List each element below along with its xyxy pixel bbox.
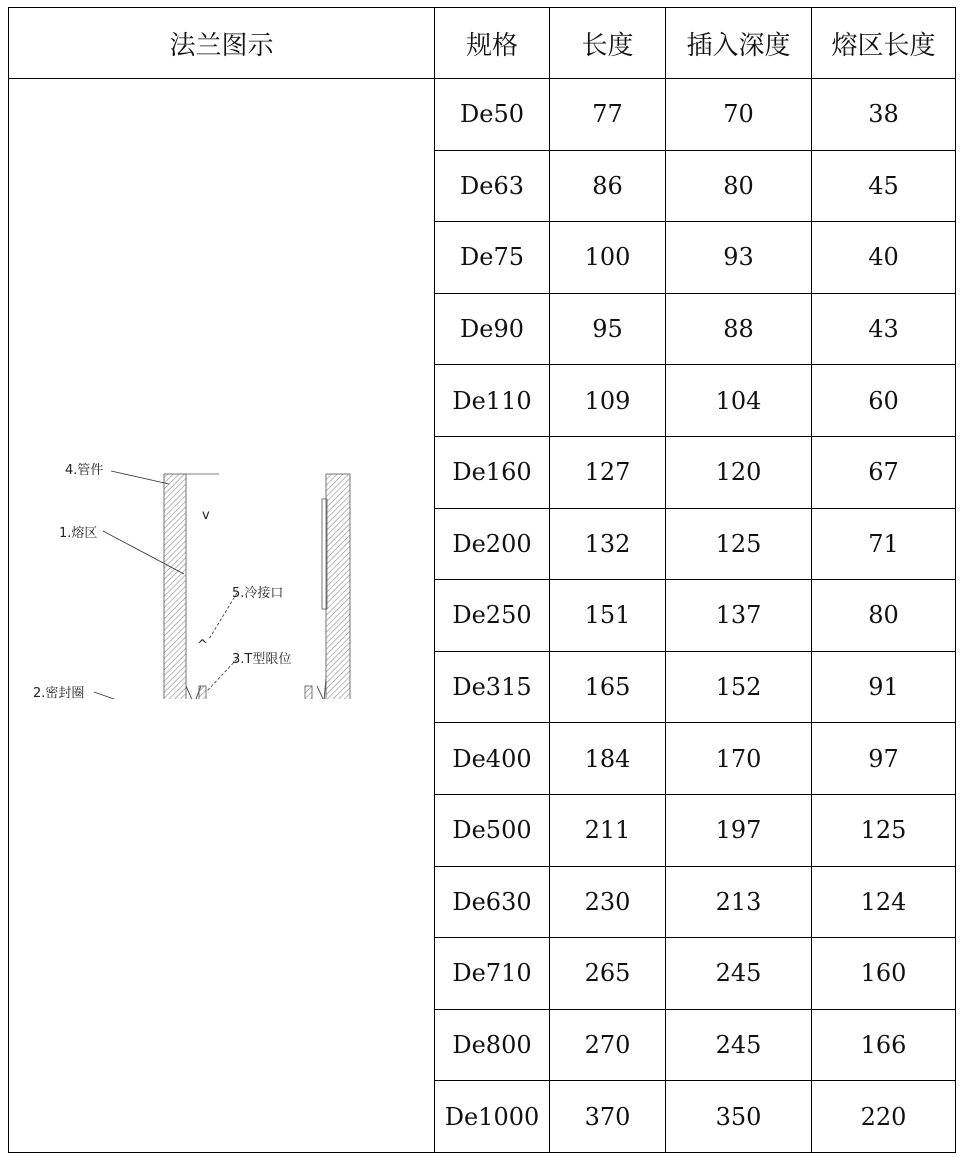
cell-spec: De90 — [435, 293, 550, 365]
label-fusion: 1.熔区 — [59, 526, 98, 541]
cell-spec: De50 — [435, 79, 550, 151]
cell-insert-depth: 213 — [666, 866, 812, 938]
cell-fusion-length: 220 — [812, 1081, 956, 1153]
seal-notch-right — [317, 679, 326, 699]
cell-spec: De63 — [435, 150, 550, 222]
cell-fusion-length: 67 — [812, 436, 956, 508]
svg-text:v: v — [202, 508, 210, 523]
cell-length: 127 — [550, 436, 666, 508]
cell-insert-depth: 93 — [666, 222, 812, 294]
header-fusion-length: 熔区长度 — [812, 8, 956, 79]
header-length: 长度 — [550, 8, 666, 79]
diagram-cell — [9, 79, 435, 1153]
cell-fusion-length: 80 — [812, 580, 956, 652]
cell-fusion-length: 43 — [812, 293, 956, 365]
cell-spec: De500 — [435, 794, 550, 866]
cell-spec: De400 — [435, 723, 550, 795]
cell-length: 230 — [550, 866, 666, 938]
right-wall — [326, 474, 350, 699]
cell-length: 270 — [550, 1009, 666, 1081]
cell-spec: De110 — [435, 365, 550, 437]
cell-insert-depth: 245 — [666, 1009, 812, 1081]
cell-insert-depth: 70 — [666, 79, 812, 151]
spec-table — [8, 7, 956, 1153]
header-diagram: 法兰图示 — [9, 8, 435, 79]
cell-insert-depth: 350 — [666, 1081, 812, 1153]
cell-length: 77 — [550, 79, 666, 151]
cell-spec: De710 — [435, 938, 550, 1010]
cell-insert-depth: 120 — [666, 436, 812, 508]
cell-spec: De250 — [435, 580, 550, 652]
cell-spec: De200 — [435, 508, 550, 580]
cell-length: 265 — [550, 938, 666, 1010]
cell-spec: De630 — [435, 866, 550, 938]
svg-text:^: ^ — [197, 638, 208, 653]
label-stop: 3.T型限位 — [232, 652, 292, 667]
cell-insert-depth: 104 — [666, 365, 812, 437]
cell-fusion-length: 91 — [812, 651, 956, 723]
cell-insert-depth: 170 — [666, 723, 812, 795]
cell-fusion-length: 45 — [812, 150, 956, 222]
cell-spec: De800 — [435, 1009, 550, 1081]
flange-diagram — [19, 379, 379, 699]
cell-fusion-length: 71 — [812, 508, 956, 580]
cell-insert-depth: 80 — [666, 150, 812, 222]
cell-length: 100 — [550, 222, 666, 294]
header-insert-depth: 插入深度 — [666, 8, 812, 79]
cell-length: 184 — [550, 723, 666, 795]
left-wall — [164, 474, 186, 699]
cell-length: 151 — [550, 580, 666, 652]
cell-fusion-length: 97 — [812, 723, 956, 795]
label-pipe: 4.管件 — [65, 463, 104, 478]
cell-insert-depth: 88 — [666, 293, 812, 365]
cell-insert-depth: 137 — [666, 580, 812, 652]
cell-length: 211 — [550, 794, 666, 866]
cell-spec: De315 — [435, 651, 550, 723]
cell-spec: De1000 — [435, 1081, 550, 1153]
label-cold: 5.冷接口 — [232, 586, 284, 601]
header-row — [9, 8, 956, 79]
cell-fusion-length: 125 — [812, 794, 956, 866]
cell-spec: De75 — [435, 222, 550, 294]
cell-fusion-length: 38 — [812, 79, 956, 151]
cell-length: 109 — [550, 365, 666, 437]
cell-insert-depth: 152 — [666, 651, 812, 723]
table-row — [9, 79, 956, 151]
cell-length: 86 — [550, 150, 666, 222]
cell-length: 95 — [550, 293, 666, 365]
cell-fusion-length: 60 — [812, 365, 956, 437]
cell-length: 132 — [550, 508, 666, 580]
cell-length: 370 — [550, 1081, 666, 1153]
cell-insert-depth: 125 — [666, 508, 812, 580]
cell-fusion-length: 166 — [812, 1009, 956, 1081]
leader-pipe — [111, 471, 169, 484]
cell-length: 165 — [550, 651, 666, 723]
stop-right — [305, 686, 312, 699]
cell-insert-depth: 197 — [666, 794, 812, 866]
label-seal: 2.密封圈 — [33, 686, 85, 699]
cell-spec: De160 — [435, 436, 550, 508]
cell-fusion-length: 160 — [812, 938, 956, 1010]
cell-fusion-length: 40 — [812, 222, 956, 294]
cell-insert-depth: 245 — [666, 938, 812, 1010]
cell-fusion-length: 124 — [812, 866, 956, 938]
header-spec: 规格 — [435, 8, 550, 79]
